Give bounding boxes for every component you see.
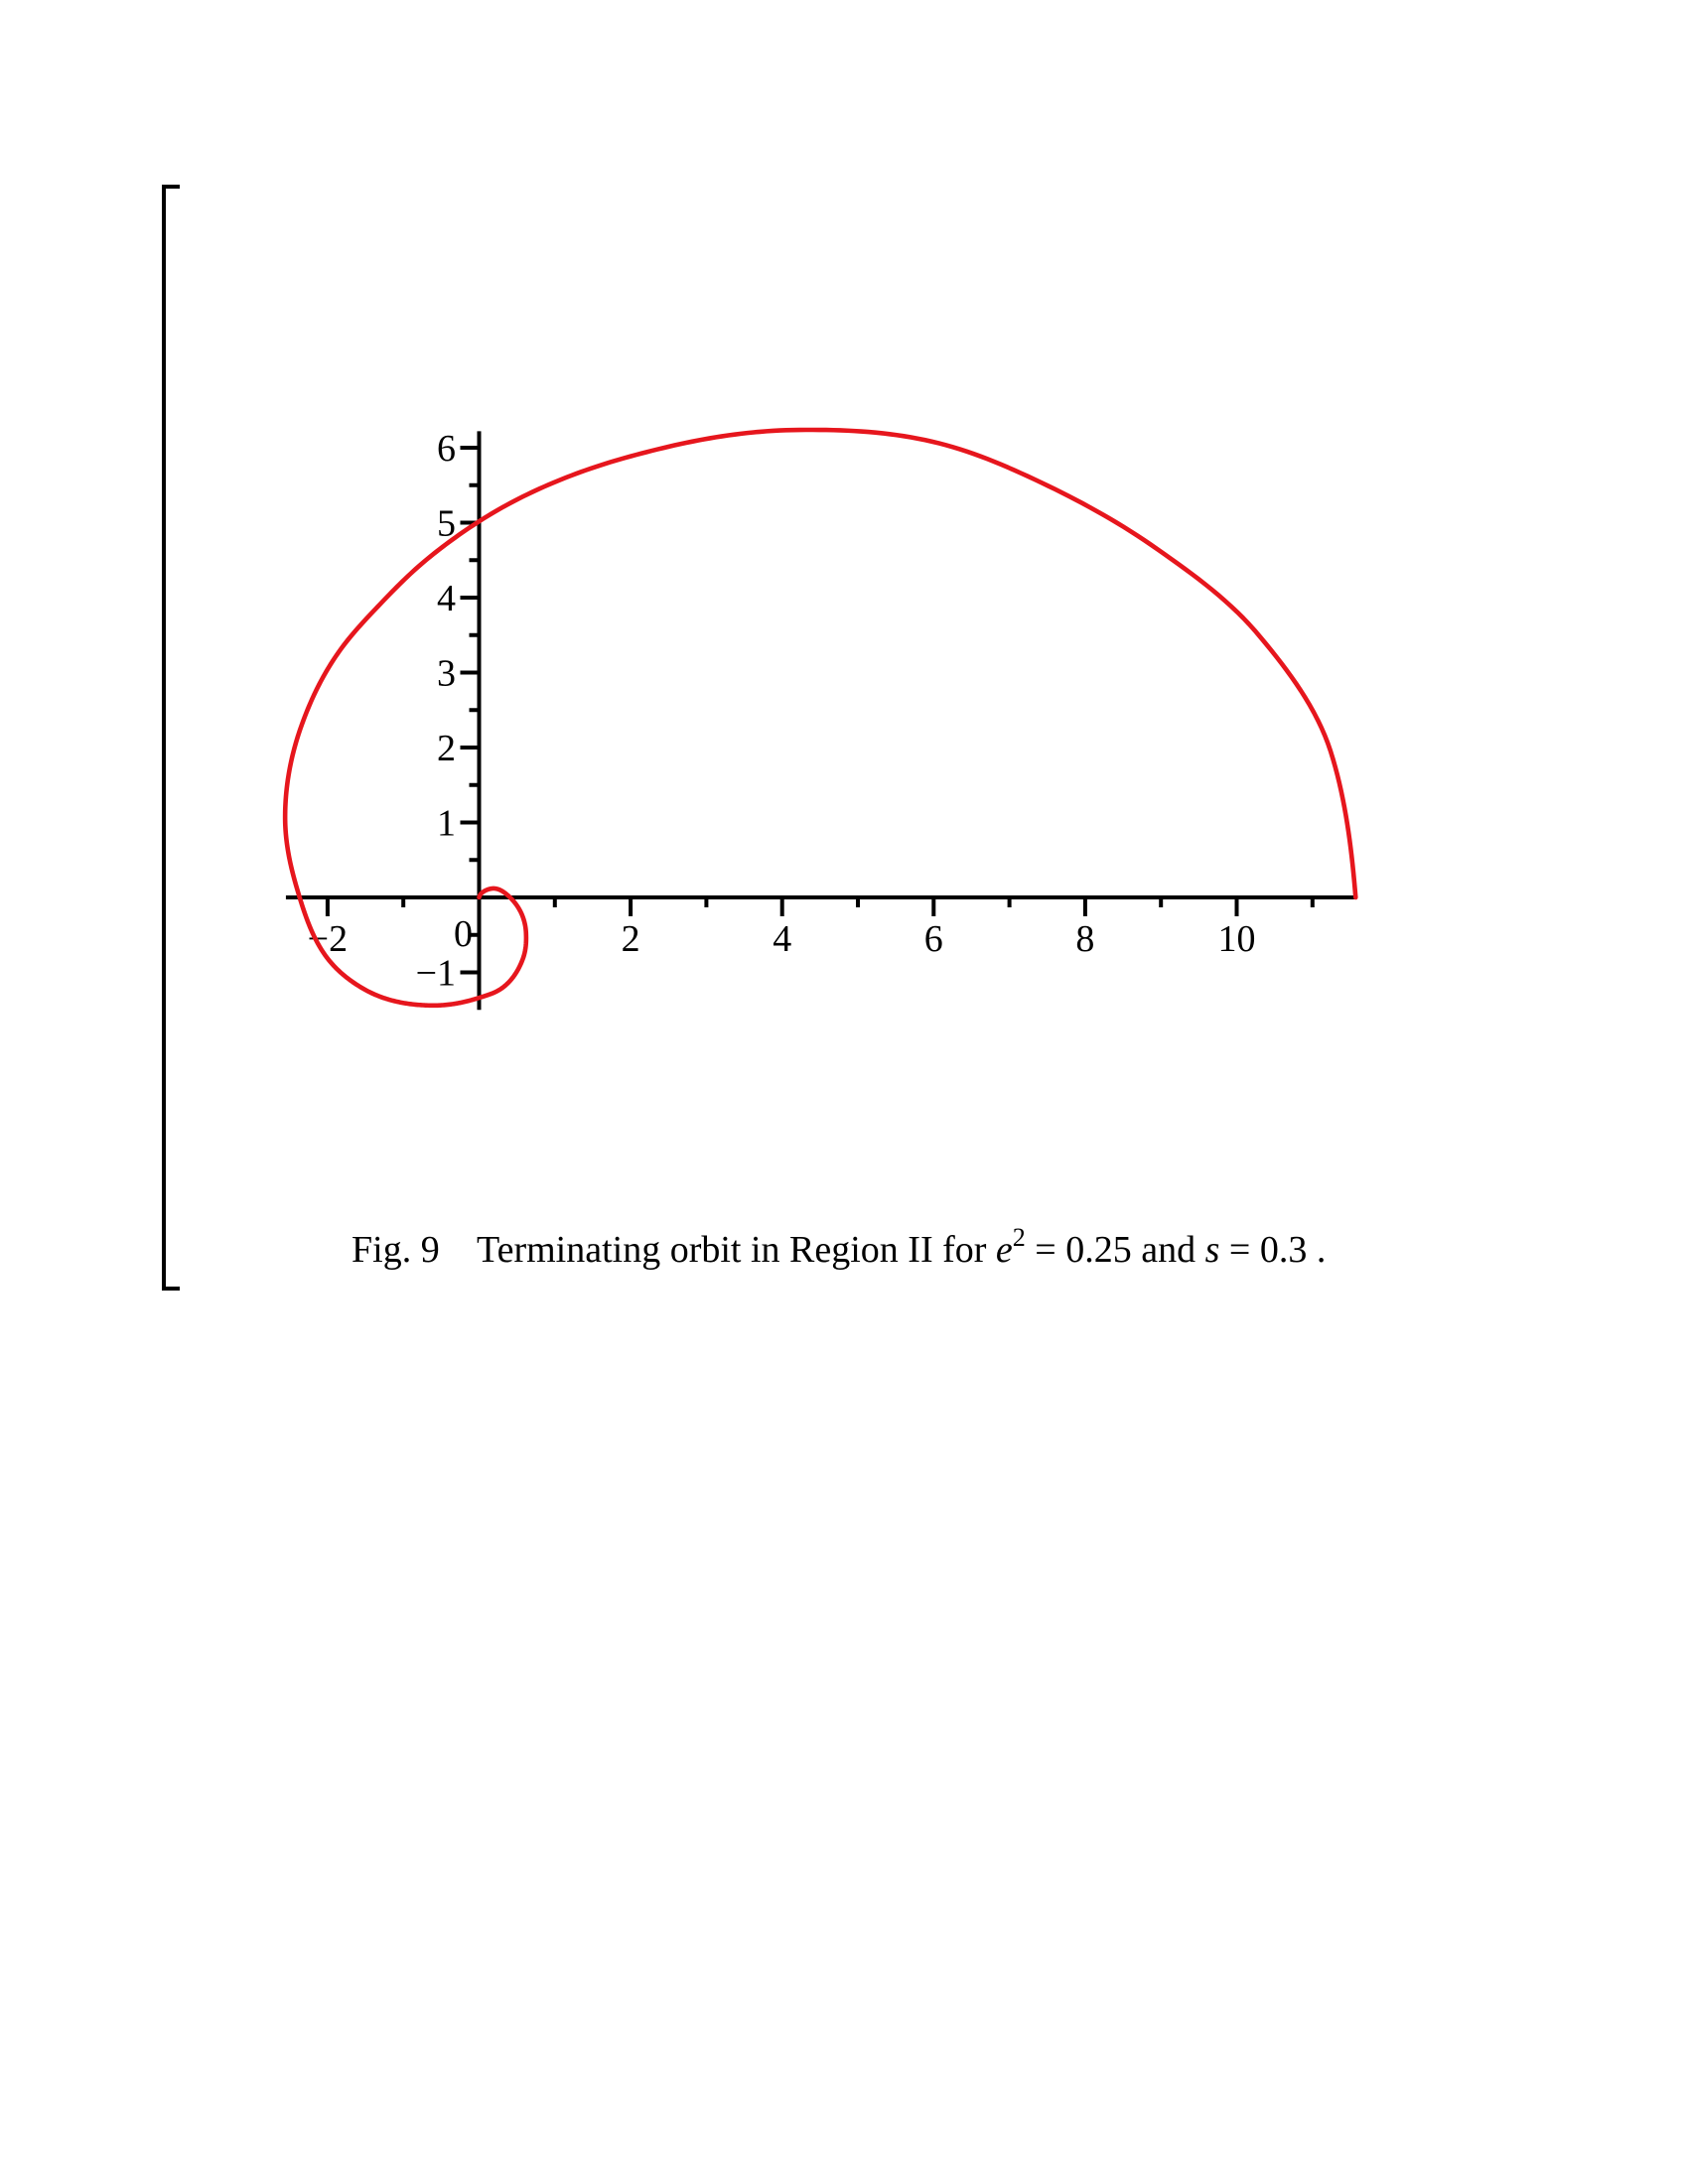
x-tick-label: 10	[1217, 918, 1256, 960]
caption-segment: Terminating orbit in Region II for	[477, 1229, 996, 1271]
x-tick-label: 8	[1075, 918, 1095, 960]
x-tick-label: 6	[923, 918, 943, 960]
y-tick-label: −1	[415, 952, 456, 995]
y-tick-label: 6	[437, 428, 456, 470]
y-tick-label: 1	[437, 802, 456, 845]
y-tick-label: 5	[437, 502, 456, 545]
caption-segment: e	[995, 1229, 1013, 1271]
y-tick-label: 2	[437, 728, 456, 769]
caption-segment: = 0.3 .	[1219, 1229, 1327, 1271]
x-tick-label: 4	[773, 918, 792, 960]
caption-segment: Fig. 9	[352, 1229, 440, 1271]
caption-segment	[440, 1229, 477, 1271]
y-tick-label: 4	[437, 578, 456, 619]
y-tick-label: 3	[437, 652, 456, 695]
caption-segment: 2	[1012, 1223, 1026, 1252]
x-tick-label: −2	[307, 918, 349, 960]
caption-segment: s	[1204, 1229, 1220, 1271]
figure-caption	[352, 1223, 1327, 1273]
x-tick-label: 2	[621, 918, 640, 960]
caption-segment: = 0.25 and	[1025, 1229, 1205, 1271]
origin-label: 0	[454, 913, 473, 955]
